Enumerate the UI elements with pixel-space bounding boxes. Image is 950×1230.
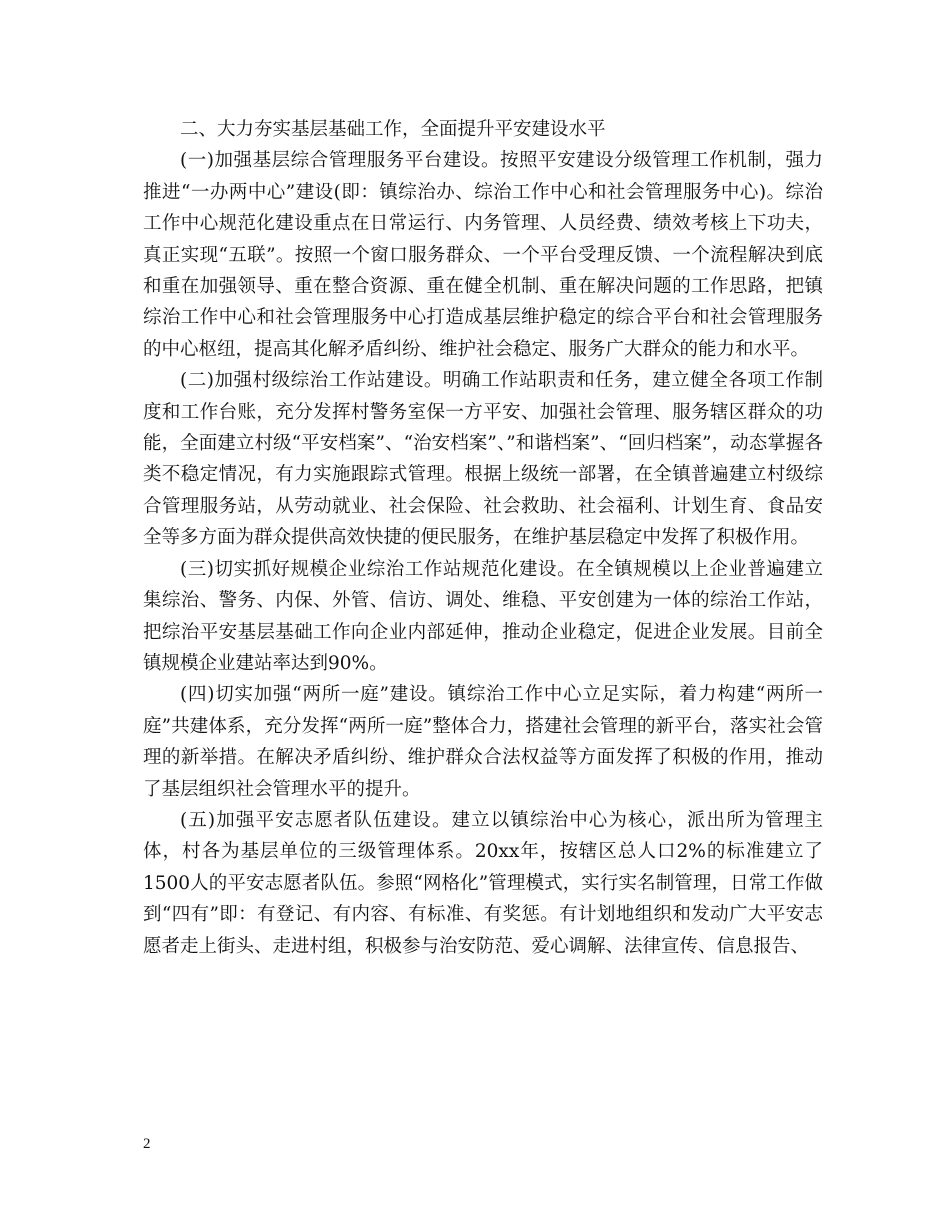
paragraph-4: (四)切实加强“两所一庭”建设。镇综治工作中心立足实际，着力构建“两所一庭”共建体系，充分发挥“两所一庭”整体合力，搭建社会管理的新平台，落实社会管理的新举措。在解决矛盾纠纷、维护群众合法权益等方面发挥了积极的作用，推动了基层组织社会管理水平的提升。 bbox=[143, 684, 823, 800]
paragraph-5: (五)加强平安志愿者队伍建设。建立以镇综治中心为核心，派出所为管理主体，村各为基层单位的三级管理体系。20xx年，按辖区总人口2%的标准建立了1500人的平安志愿者队伍。参照“网格化”管理模式，实行实名制管理，日常工作做到“四有”即：有登记、有内容、有标准、有奖惩。有计划地组织和发动广大平安志愿者走上街头、走进村组，积极参与治安防范、爱心调解、法律宣传、信息报告、 bbox=[143, 809, 823, 957]
page-number: 2 bbox=[143, 1136, 151, 1152]
document-body bbox=[143, 114, 823, 962]
paragraph-1: (一)加强基层综合管理服务平台建设。按照平安建设分级管理工作机制，强力推进“一办两中心”建设(即：镇综治办、综治工作中心和社会管理服务中心)。综治工作中心规范化建设重点在日常运行、内务管理、人员经费、绩效考核上下功夫，真正实现“五联”。按照一个窗口服务群众、一个平台受理反馈、一个流程解决到底和重在加强领导、重在整合资源、重在健全机制、重在解决问题的工作思路，把镇综治工作中心和社会管理服务中心打造成基层维护稳定的综合平台和社会管理服务的中心枢纽，提高其化解矛盾纠纷、维护社会稳定、服务广大群众的能力和水平。 bbox=[143, 150, 823, 360]
paragraph-2: (二)加强村级综治工作站建设。明确工作站职责和任务，建立健全各项工作制度和工作台账，充分发挥村警务室保一方平安、加强社会管理、服务辖区群众的功能，全面建立村级“平安档案”、“治安档案”、”和谐档案”、“回归档案”，动态掌握各类不稳定情况，有力实施跟踪式管理。根据上级统一部署，在全镇普遍建立村级综合管理服务站，从劳动就业、社会保险、社会救助、社会福利、计划生育、食品安全等多方面为群众提供高效快捷的便民服务，在维护基层稳定中发挥了积极作用。 bbox=[143, 370, 823, 549]
section-heading: 二、大力夯实基层基础工作，全面提升平安建设水平 bbox=[180, 119, 606, 140]
paragraph-3: (三)切实抓好规模企业综治工作站规范化建设。在全镇规模以上企业普遍建立集综治、警务、内保、外管、信访、调处、维稳、平安创建为一体的综治工作站，把综治平安基层基础工作向企业内部延伸，推动企业稳定，促进企业发展。目前全镇规模企业建站率达到90%。 bbox=[143, 558, 823, 674]
